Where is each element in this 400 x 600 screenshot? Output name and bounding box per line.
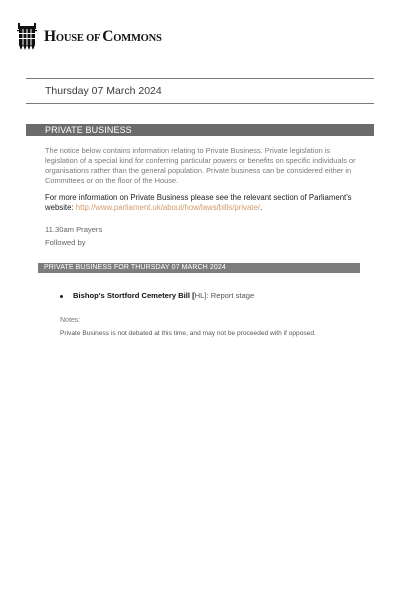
bill-bracket-close: ]:: [204, 291, 209, 300]
divider-top: [26, 78, 374, 79]
notes-text: Private Business is not debated at this time, and may not be proceeded with if opposed.: [60, 330, 316, 337]
bill-tag: HL: [194, 291, 205, 300]
bullet-icon: [60, 295, 63, 298]
followed-by: Followed by: [45, 238, 86, 247]
section-heading: PRIVATE BUSINESS: [26, 124, 374, 136]
business-heading: PRIVATE BUSINESS FOR THURSDAY 07 MARCH 2024: [38, 263, 360, 273]
prayers-time: 11.30am Prayers: [45, 225, 103, 234]
house-of-commons-logo: [16, 22, 162, 52]
more-info-paragraph: [45, 193, 365, 213]
logo-wordmark: HOUSE OF COMMONS: [44, 27, 162, 45]
notes-label: Notes:: [60, 317, 81, 324]
more-info-text: For more information on Private Business please see the relevant section of Parliament's website:: [45, 193, 352, 212]
portcullis-icon: [16, 23, 38, 52]
sitting-date: Thursday 07 March 2024: [45, 85, 162, 97]
private-business-link[interactable]: http://www.parliament.uk/about/how/laws/bills/private/: [75, 203, 260, 212]
bill-name: Bishop's Stortford Cemetery Bill: [73, 291, 190, 300]
intro-paragraph: The notice below contains information relating to Private Business. Private legislation is legislation of a special kind for conferring particular powers or benefits on specific individuals or organisations rather than the general population. Private business can be considered either in Committees or on the floor of the House.: [45, 146, 356, 185]
bill-bracket-open: [: [192, 291, 195, 300]
more-info-suffix: .: [259, 203, 263, 212]
list-item: [60, 291, 254, 301]
divider-bottom: [26, 103, 374, 104]
bill-stage: Report stage: [210, 291, 255, 300]
